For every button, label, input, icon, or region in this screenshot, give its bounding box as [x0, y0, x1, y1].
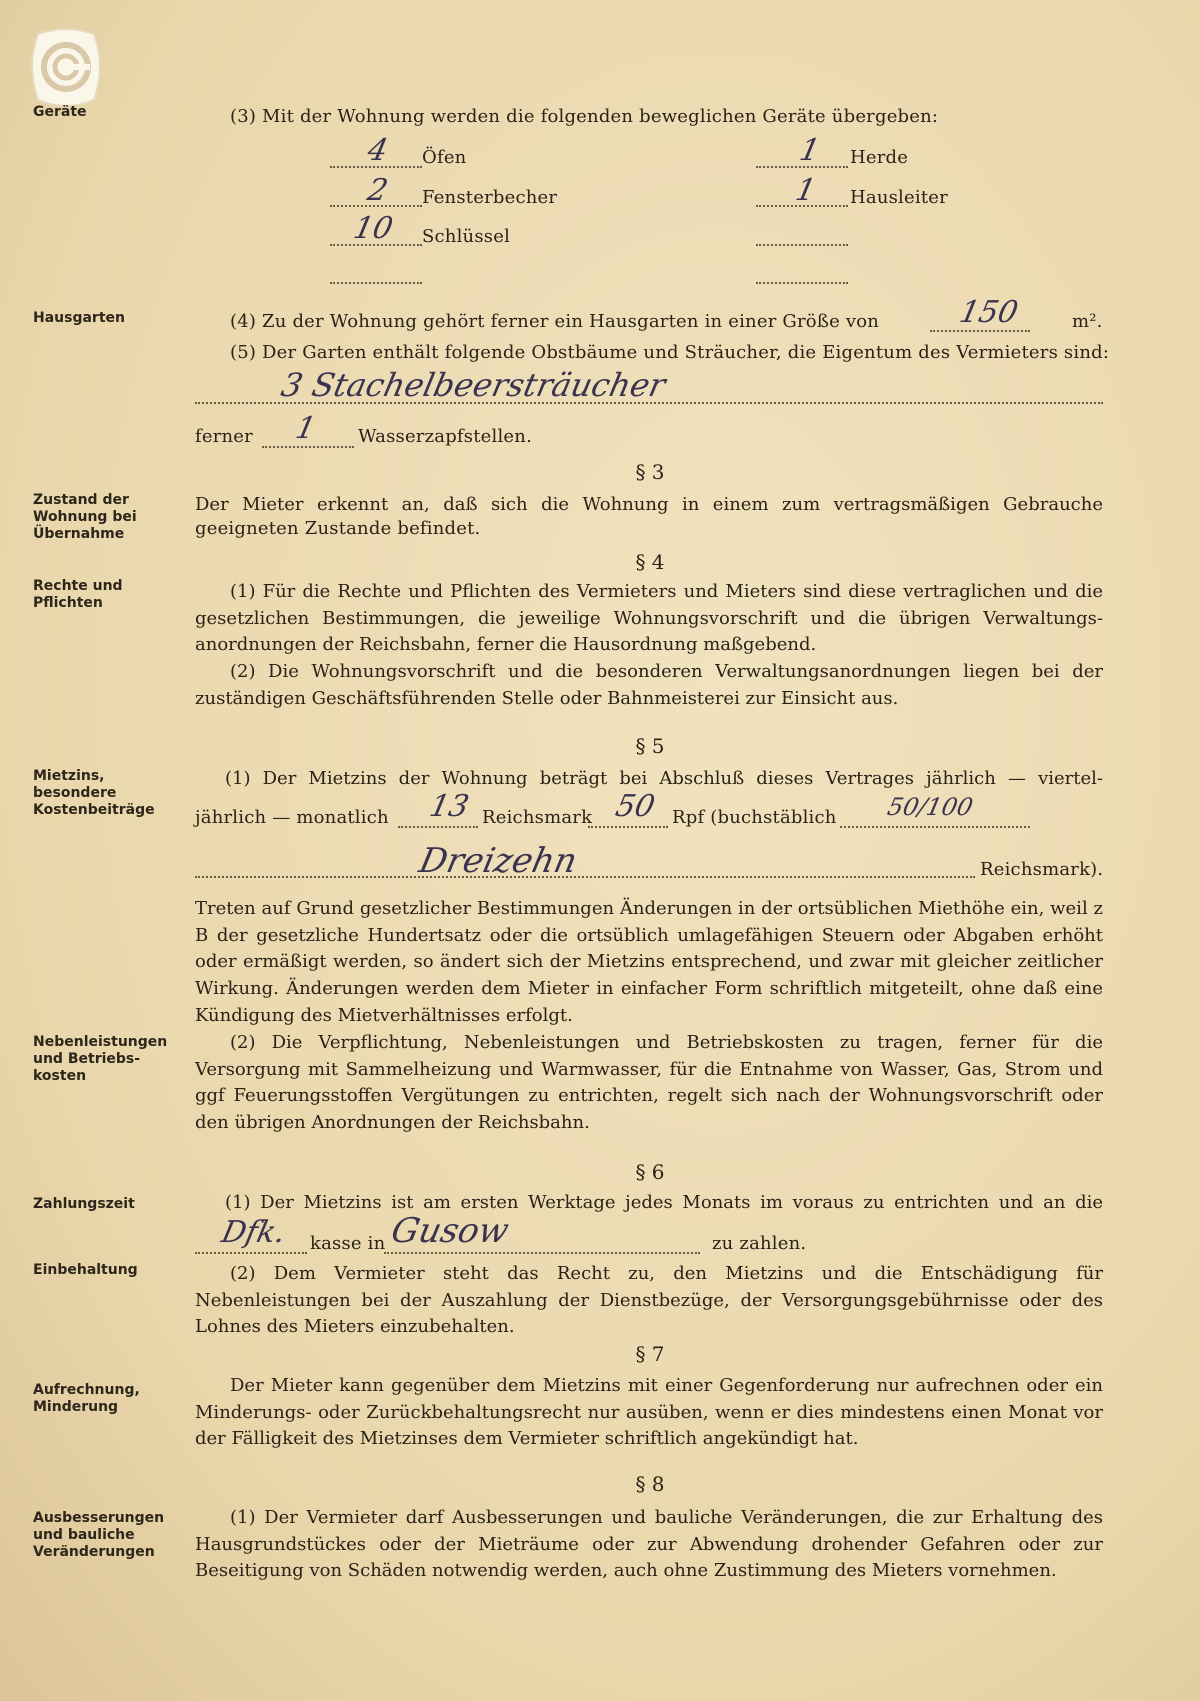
section-7-title: § 7	[635, 1342, 665, 1366]
field-line	[588, 826, 668, 828]
sidebar-einbehaltung: Einbehaltung	[33, 1262, 138, 1278]
section-5-title: § 5	[635, 734, 665, 758]
sidebar-zahlungszeit: Zahlungszeit	[33, 1196, 135, 1212]
hausgarten-line4: (4) Zu der Wohnung gehört ferner ein Hausgarten in einer Größe von	[230, 311, 880, 332]
handwritten-size: 150	[956, 295, 1022, 330]
s5-treten-paragraph: Treten auf Grund gesetzlicher Bestimmungen Änderungen in der ortsüblichen Miethöhe ein, weil z B der gesetzliche Hundertsatz oder die ortsüblich umlagefähigen Steuern oder Abgaben erhöht oder ermäßigt werden, so ändert sich der Mietzins entsprechend, und zwar mit gleicher zeitlicher Wirkung. Änderungen werden dem Mieter in einfacher Form schriftlich mitgeteilt, ohne daß eine Kündigung des Mietverhältnisses erfolgt.	[195, 898, 1103, 1026]
kasse-label: kasse in	[310, 1233, 386, 1254]
item-label: Schlüssel	[422, 226, 511, 247]
field-line	[930, 330, 1030, 332]
zapf-label: Wasserzapfstellen.	[358, 426, 533, 447]
item-label: Fensterbecher	[422, 187, 558, 208]
item-label: Hausleiter	[850, 187, 948, 208]
handwritten-count: 10	[350, 211, 397, 246]
item-label: Öfen	[422, 147, 467, 168]
field-line	[756, 244, 848, 246]
section-8-title: § 8	[635, 1472, 665, 1496]
handwritten-count: 4	[364, 133, 391, 168]
sidebar-zustand: Zustand der Wohnung bei Übernahme	[33, 492, 137, 542]
unit-label: m².	[1072, 311, 1103, 332]
reichsmark-label: Reichsmark	[482, 807, 593, 828]
sidebar-hausgarten: Hausgarten	[33, 310, 125, 326]
rpf-label: Rpf (buchstäblich	[672, 807, 837, 828]
field-line	[262, 446, 354, 448]
handwritten-straeucher: 3 Stachelbeersträucher	[277, 366, 669, 404]
sidebar-mietzins: Mietzins, besondere Kostenbeiträge	[33, 768, 155, 818]
handwritten-count: 1	[292, 411, 319, 446]
s6-line1: (1) Der Mietzins ist am ersten Werktage jedes Monats im voraus zu entrichten und an die	[225, 1192, 1103, 1213]
s5-paragraph-2: (2) Die Verpflichtung, Nebenleistungen und Betriebskosten zu tragen, ferner für die Versorgung mit Sammelheizung und Warmwasser, für die Entnahme von Wasser, Gas, Strom und ggf Feuerungsstoffen Vergütungen zu entrichten, regelt sich nach der Wohnungsvorschrift oder den übrigen Anordnungen der Reichsbahn.	[195, 1032, 1103, 1134]
handwritten-rpf-fraction: 50/100	[885, 793, 976, 821]
section-3-title: § 3	[635, 460, 665, 484]
archive-logo-icon	[28, 26, 104, 108]
sidebar-geraete: Geräte	[33, 104, 87, 120]
s4-paragraph-1: (1) Für die Rechte und Pflichten des Vermieters und Mieters sind diese vertraglichen und die gesetzlichen Bestimmungen, die jeweilige Wohnungsvorschrift und die übrigen Verwaltungs-anordnungen der Reichsbahn, ferner die Hausordnung maßgebend.	[195, 581, 1103, 656]
section-6-title: § 6	[635, 1160, 665, 1184]
s7-paragraph: Der Mieter kann gegenüber dem Mietzins mit einer Gegenforderung nur aufrechnen oder ein Minderungs- oder Zurückbehaltungsrecht nur ausüben, wenn er dies mindestens einen Monat vor der Fälligkeit des Mietzinses dem Vermieter schriftlich angekündigt hat.	[195, 1375, 1103, 1450]
field-line	[398, 826, 478, 828]
item-label: Herde	[850, 147, 909, 168]
s6-paragraph-2: (2) Dem Vermieter steht das Recht zu, den Mietzins und die Entschädigung für Nebenleistungen bei der Auszahlung der Dienstbezüge, der Versorgungsgebührnisse oder des Lohnes des Mieters einzubehalten.	[195, 1263, 1103, 1338]
handwritten-count: 2	[364, 173, 391, 208]
zahlen-label: zu zahlen.	[712, 1233, 807, 1254]
s3-line2: geeigneten Zustande befindet.	[195, 518, 481, 539]
field-line	[756, 282, 848, 284]
ferner-label: ferner	[195, 426, 253, 447]
s5-line2a: jährlich — monatlich	[195, 807, 389, 828]
handwritten-count: 1	[792, 173, 819, 208]
field-line	[330, 282, 422, 284]
s8-paragraph: (1) Der Vermieter darf Ausbesserungen und bauliche Veränderungen, die zur Erhaltung des Hausgrundstückes oder der Mieträume oder zur Abwendung drohender Gefahren oder zur Beseitigung von Schäden notwendig werden, auch ohne Zustimmung des Mieters vornehmen.	[195, 1507, 1103, 1582]
field-line	[840, 826, 1030, 828]
hausgarten-line5: (5) Der Garten enthält folgende Obstbäume und Sträucher, die Eigentum des Vermieters sind:	[230, 342, 1110, 363]
handwritten-kasse: Dfk.	[218, 1215, 289, 1250]
s4-paragraph-2: (2) Die Wohnungsvorschrift und die besonderen Verwaltungsanordnungen liegen bei der zuständigen Geschäftsführenden Stelle oder Bahnmeisterei zur Einsicht aus.	[195, 661, 1103, 709]
field-line	[384, 1252, 700, 1254]
sidebar-ausbesserungen: Ausbesserungen und bauliche Veränderungen	[33, 1510, 165, 1560]
geraete-intro: (3) Mit der Wohnung werden die folgenden beweglichen Geräte übergeben:	[230, 106, 939, 127]
sidebar-nebenleistungen: Nebenleistungen und Betriebs- kosten	[33, 1034, 168, 1084]
handwritten-amount-words: Dreizehn	[415, 841, 581, 881]
s5-line1: (1) Der Mietzins der Wohnung beträgt bei Abschluß dieses Vertrages jährlich — viertel-	[225, 768, 1103, 789]
handwritten-ort: Gusow	[387, 1211, 513, 1251]
handwritten-rm: 13	[426, 789, 473, 824]
s3-line1: Der Mieter erkennt an, daß sich die Wohnung in einem zum vertragsmäßigen Gebrauche	[195, 494, 1103, 515]
field-line	[195, 1252, 307, 1254]
reichsmark-end-label: Reichsmark).	[980, 859, 1104, 880]
sidebar-aufrechnung: Aufrechnung, Minderung	[33, 1382, 140, 1415]
section-4-title: § 4	[635, 550, 665, 574]
handwritten-rpf: 50	[612, 789, 659, 824]
field-line	[195, 876, 975, 878]
handwritten-count: 1	[796, 133, 823, 168]
sidebar-rechte: Rechte und Pflichten	[33, 578, 123, 611]
